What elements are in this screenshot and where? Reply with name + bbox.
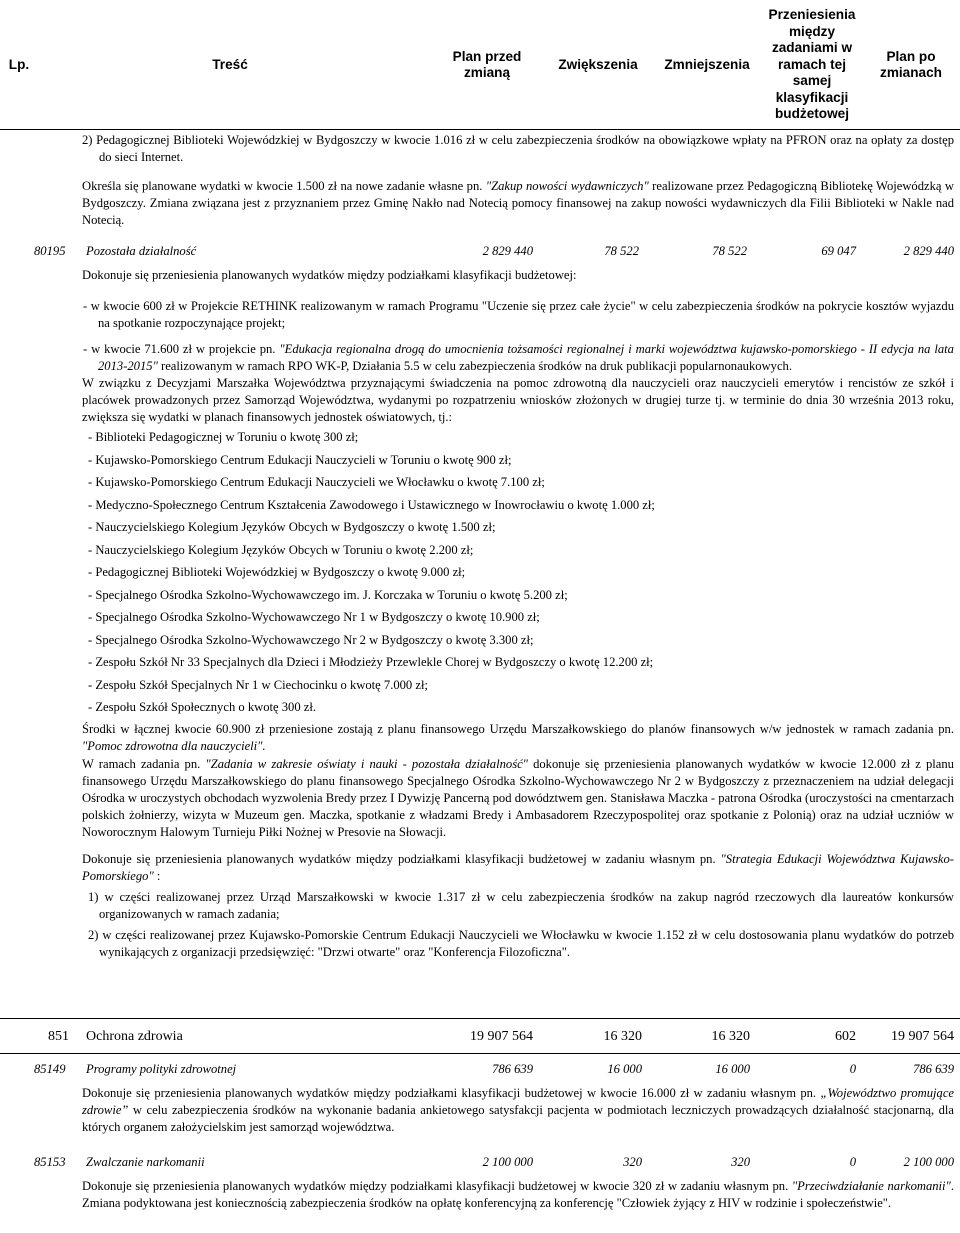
list-item: - Zespołu Szkół Specjalnych Nr 1 w Ciechocinku o kwotę 7.000 zł; [88, 677, 428, 692]
s80195-paragraph-8: 1) w części realizowanej przez Urząd Marszałkowski w kwocie 1.317 zł w celu zabezpieczenia środków na zakup nagród rzeczowych dla laureatów konkursów organizowanych w ramach zadania; [88, 889, 954, 921]
header-plan-przed: Plan przed zmianą [452, 48, 522, 80]
s80195-paragraph-2: - w kwocie 600 zł w Projekcie RETHINK realizowanym w ramach Programu "Uczenie się przez całe życie" w celu zabezpieczenia środków na pokrycie kosztów wyjazdu na spotkanie rozpoczynające projekt; [83, 299, 954, 330]
list-item: - Medyczno-Społecznego Centrum Kształcenia Zawodowego i Ustawicznego w Inowrocławiu o kwotę 1.000 zł; [88, 497, 655, 512]
row-plan-after: 786 639 [913, 1062, 954, 1076]
list-item: - Nauczycielskiego Kolegium Języków Obcych w Toruniu o kwotę 2.200 zł; [88, 542, 474, 557]
row-name: Pozostała działalność [86, 244, 197, 258]
list-item: - Nauczycielskiego Kolegium Języków Obcych w Bydgoszczy o kwotę 1.500 zł; [88, 520, 496, 534]
header-lp: Lp. [8, 56, 30, 72]
s80195-paragraph-1: Dokonuje się przeniesienia planowanych wydatków między podziałkami klasyfikacji budżetowej: [82, 268, 577, 282]
list-item: - Kujawsko-Pomorskiego Centrum Edukacji Nauczycieli w Toruniu o kwotę 900 zł; [88, 452, 512, 467]
table-row-80195 [0, 243, 960, 261]
institution-list [0, 426, 960, 719]
s80195-paragraph-7: Dokonuje się przeniesienia planowanych wydatków między podziałkami klasyfikacji budżetowej w zadaniu własnym pn. "Strategia Edukacji Województwa Kujawsko-Pomorskiego" : [82, 851, 954, 883]
row-name: Programy polityki zdrowotnej [86, 1062, 237, 1076]
row-transfer: 0 [849, 1155, 856, 1169]
header-plan-po: Plan po zmianach [880, 48, 942, 80]
row-transfer: 0 [849, 1062, 856, 1076]
row-plan-after: 2 100 000 [903, 1155, 954, 1169]
row-plan-before: 2 829 440 [482, 244, 533, 258]
s80195-paragraph-3: - w kwocie 71.600 zł w projekcie pn. "Edukacja regionalna drogą do umocnienia tożsamości regionalnej i marki województwa kujawsko-pomorskiego - II edycja na lata 2013-2015" realizowanym w ramach RPO WK-P, Działania 5.5 w celu zabezpieczenia środków na druk publikacji popularnonaukowych. [83, 342, 954, 373]
list-item: - Specjalnego Ośrodka Szkolno-Wychowawczego im. J. Korczaka w Toruniu o kwotę 5.200 zł; [88, 587, 568, 602]
row-code: 85149 [34, 1062, 66, 1076]
header-przeniesienia: Przeniesienia między zadaniami w ramach tej samej klasyfikacji budżetowej [768, 7, 856, 122]
s85153-paragraph: Dokonuje się przeniesienia planowanych wydatków między podziałkami klasyfikacji budżetowej w kwocie 320 zł w zadaniu własnym pn. "Przeciwdziałanie narkomanii". Zmiana podyktowana jest koniecznością zabezpieczenia środków na opłatę konferencyjną za konferencję "Człowiek żyjący z HIV w rodzinie i społeczeństwie". [82, 1179, 955, 1210]
section-separator [0, 1053, 960, 1054]
intro-paragraph-1: 2) Pedagogicznej Biblioteki Wojewódzkiej w Bydgoszczy w kwocie 1.016 zł w celu zabezpieczenia środków na obowiązkowe wpłaty na PFRON oraz na opłaty za dostęp do sieci Internet. [82, 133, 954, 164]
row-increase: 78 522 [604, 244, 639, 258]
row-code: 851 [48, 1029, 69, 1044]
row-increase: 320 [623, 1155, 642, 1169]
table-row-85149 [0, 1061, 960, 1079]
row-increase: 16 320 [603, 1029, 642, 1044]
list-item: - Biblioteki Pedagogicznej w Toruniu o kwotę 300 zł; [88, 430, 359, 444]
row-plan-before: 786 639 [492, 1062, 533, 1076]
list-item: - Specjalnego Ośrodka Szkolno-Wychowawczego Nr 2 w Bydgoszczy o kwotę 3.300 zł; [88, 632, 534, 647]
row-plan-before: 19 907 564 [470, 1029, 533, 1044]
table-row-85153 [0, 1154, 960, 1172]
row-transfer: 602 [835, 1029, 856, 1044]
table-row-851 [0, 1028, 960, 1046]
header-tresc: Treść [212, 56, 248, 72]
list-item: - Pedagogicznej Biblioteki Wojewódzkiej w Bydgoszczy o kwotę 9.000 zł; [88, 565, 466, 579]
row-transfer: 69 047 [821, 244, 856, 258]
row-decrease: 16 320 [711, 1029, 750, 1044]
row-name: Zwalczanie narkomanii [86, 1155, 205, 1169]
s80195-paragraph-5: Środki w łącznej kwocie 60.900 zł przeniesione zostają z planu finansowego Urzędu Marszałkowskiego do planów finansowych w/w jednostek w ramach zadania pn. "Pomoc zdrowotna dla nauczycieli". [82, 721, 954, 753]
row-increase: 16 000 [607, 1062, 642, 1076]
list-item: - Zespołu Szkół Społecznych o kwotę 300 zł. [88, 700, 317, 714]
row-plan-before: 2 100 000 [482, 1155, 533, 1169]
list-item: - Zespołu Szkół Nr 33 Specjalnych dla Dzieci i Młodzieży Przewlekle Chorej w Bydgoszczy o kwotę 12.200 zł; [88, 655, 654, 669]
row-code: 80195 [34, 244, 66, 258]
intro-paragraph-2: Określa się planowane wydatki w kwocie 1.500 zł na nowe zadanie własne pn. "Zakup nowości wydawniczych" realizowane przez Pedagogiczną Bibliotekę Wojewódzką w Bydgoszczy. Zmiana związana jest z przyznaniem przez Gminę Nakło nad Notecią pomocy finansowej na zakup nowości wydawniczych dla Filii Biblioteki w Nakle nad Notecią. [82, 179, 954, 227]
section-separator [0, 1018, 960, 1019]
list-item: - Specjalnego Ośrodka Szkolno-Wychowawczego Nr 1 w Bydgoszczy o kwotę 10.900 zł; [88, 610, 540, 624]
row-decrease: 16 000 [715, 1062, 750, 1076]
document-body [0, 132, 960, 961]
header-zmniejszenia: Zmniejszenia [664, 56, 750, 72]
row-code: 85153 [34, 1155, 66, 1169]
row-decrease: 320 [731, 1155, 750, 1169]
row-name: Ochrona zdrowia [86, 1029, 183, 1044]
s85149-paragraph: Dokonuje się przeniesienia planowanych wydatków między podziałkami klasyfikacji budżetowej w kwocie 16.000 zł w zadaniu własnym pn. „Województwo promujące zdrowie” w celu zabezpieczenia środków na wykonanie badania ankietowego satysfakcji pacjenta w podmiotach leczniczych prowadzących działalność stacjonarną, dla których organem założycielskim jest samorząd województwa. [82, 1086, 954, 1134]
table-header [0, 0, 960, 130]
row-plan-after: 2 829 440 [903, 244, 954, 258]
row-decrease: 78 522 [712, 244, 747, 258]
s80195-paragraph-6: W ramach zadania pn. "Zadania w zakresie oświaty i nauki - pozostała działalność" dokonuje się przeniesienia planowanych wydatków w kwocie 12.000 zł z planu finansowego Urzędu Marszałkowskiego do planu finansowego Specjalnego Ośrodka Szkolno-Wychowawczego Nr 2 w Bydgoszczy z przeznaczeniem na udział delegacji Ośrodka w uroczystych obchodach wyzwolenia Bredy przez I Dywizję Pancerną pod dowództwem gen. Stanisława Maczka - patrona Ośrodka (uroczystości na cmentarzach polskich żołnierzy, wizyta w Muzeum gen. Maczka, spotkanie z władzami Bredy i Ambasadorem Rzeczypospolitej oraz spotkanie z Polonią) oraz na udział uczniów w Noworocznym Halowym Turnieju Piłki Nożnej w Presovie na Słowacji. [82, 756, 954, 839]
header-zwiekszenia: Zwiększenia [558, 56, 638, 72]
row-plan-after: 19 907 564 [891, 1029, 954, 1044]
s80195-paragraph-9: 2) w części realizowanej przez Kujawsko-Pomorskie Centrum Edukacji Nauczycieli we Włocławku w kwocie 1.152 zł w celu dostosowania planu wydatków do potrzeb wynikających z organizacji przedsięwzięć: "Drzwi otwarte" oraz "Konferencja Filozoficzna". [88, 927, 954, 959]
list-item: - Kujawsko-Pomorskiego Centrum Edukacji Nauczycieli we Włocławku o kwotę 7.100 zł; [88, 475, 545, 489]
s80195-paragraph-4: W związku z Decyzjami Marszałka Województwa przyznającymi świadczenia na pomoc zdrowotną dla nauczycieli oraz nauczycieli emerytów i rencistów ze szkół i placówek prowadzonych przez Samorząd Województwa, wydanymi po rozpatrzeniu wniosków złożonych w drugiej turze tj. w terminie do dnia 30 września 2013 roku, zwiększa się wydatki w planach finansowych jednostek oświatowych, tj.: [82, 376, 954, 424]
